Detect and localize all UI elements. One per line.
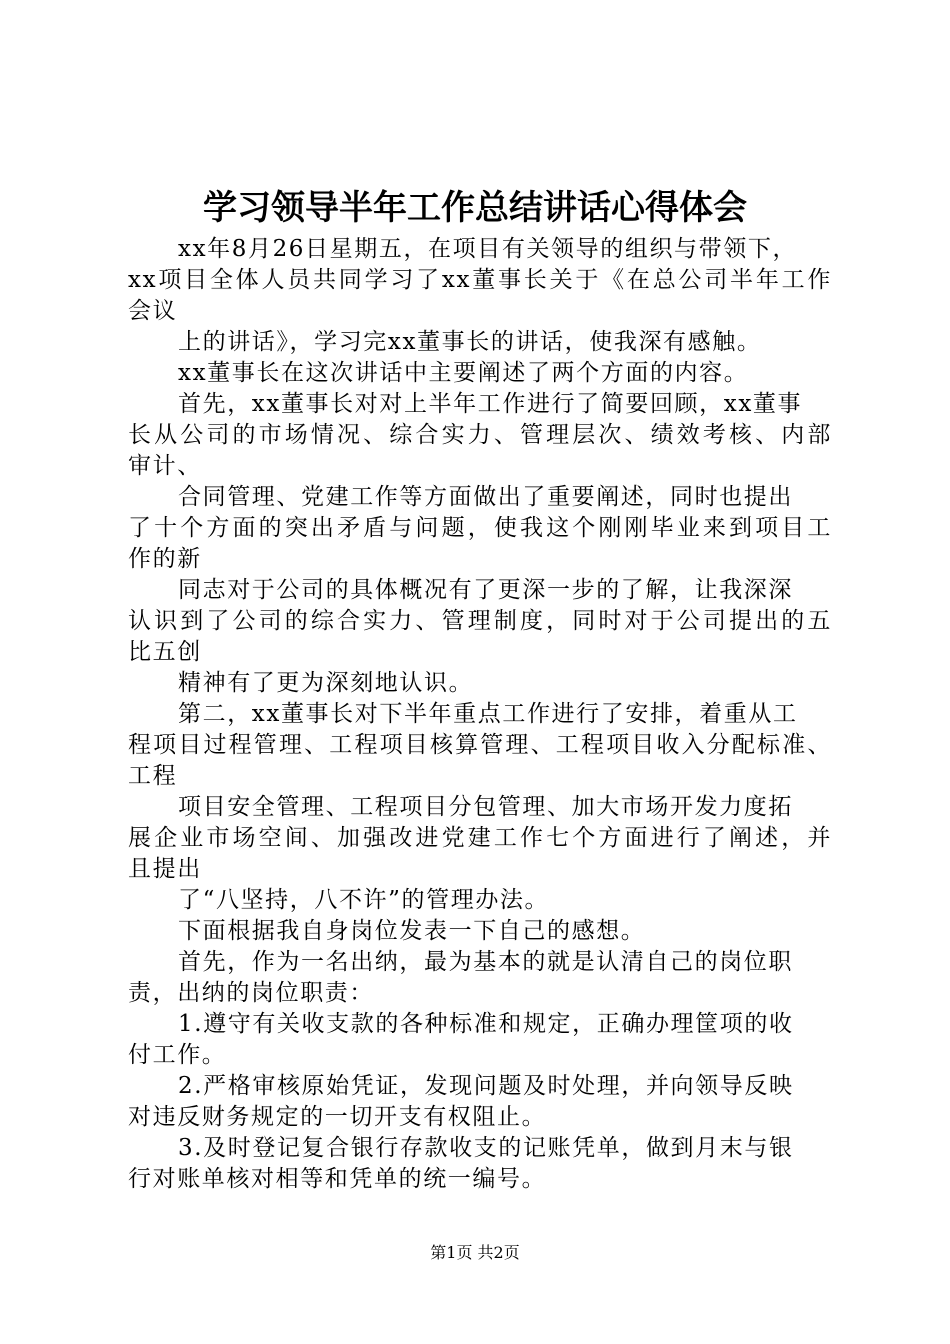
text-line: 第二，xx董事长对下半年重点工作进行了安排，着重从工 — [178, 701, 798, 727]
text-line: 3.及时登记复合银行存款收支的记账凭单，做到月末与银 — [178, 1135, 794, 1161]
text-line: xx董事长在这次讲话中主要阐述了两个方面的内容。 — [178, 360, 749, 386]
text-line: 2.严格审核原始凭证，发现问题及时处理，并向领导反映 — [178, 1073, 794, 1099]
text-line: 长从公司的市场情况、综合实力、管理层次、绩效考核、内部 — [128, 422, 832, 448]
text-line: 且提出 — [128, 856, 202, 882]
text-line: 会议 — [128, 298, 178, 324]
text-line: 首先，xx董事长对对上半年工作进行了简要回顾，xx董事 — [178, 391, 803, 417]
text-line: 首先，作为一名出纳，最为基本的就是认清自己的岗位职 — [178, 949, 793, 975]
text-line: 责，出纳的岗位职责： — [128, 980, 374, 1006]
text-line: 合同管理、党建工作等方面做出了重要阐述，同时也提出 — [178, 484, 793, 510]
text-line: 工程 — [128, 763, 178, 789]
text-line: 1.遵守有关收支款的各种标准和规定，正确办理筐项的收 — [178, 1011, 794, 1037]
document-title: 学习领导半年工作总结讲话心得体会 — [203, 188, 747, 228]
text-line: 了十个方面的突出矛盾与问题，使我这个刚刚毕业来到项目工 — [128, 515, 832, 541]
text-line: 比五创 — [128, 639, 202, 665]
text-line: 上的讲话》，学习完xx董事长的讲话，使我深有感触。 — [178, 329, 762, 355]
text-line: 付工作。 — [128, 1042, 227, 1068]
text-line: 同志对于公司的具体概况有了更深一步的了解，让我深深 — [178, 577, 793, 603]
text-line: xx项目全体人员共同学习了xx董事长关于《在总公司半年工作 — [128, 267, 832, 293]
document-body — [128, 234, 832, 1195]
text-line: 作的新 — [128, 546, 202, 572]
text-line: xx年8月26日星期五，在项目有关领导的组织与带领下， — [178, 236, 798, 262]
text-line: 项目安全管理、工程项目分包管理、加大市场开发力度拓 — [178, 794, 793, 820]
text-line: 对违反财务规定的一切开支有权阻止。 — [128, 1104, 547, 1130]
text-line: 展企业市场空间、加强改进党建工作七个方面进行了阐述，并 — [128, 825, 832, 851]
page-number-footer: 第1页 共2页 — [430, 1243, 520, 1262]
text-line: 审计、 — [128, 453, 202, 479]
text-line: 程项目过程管理、工程项目核算管理、工程项目收入分配标准、 — [128, 732, 832, 758]
text-line: 精神有了更为深刻地认识。 — [178, 670, 474, 696]
text-line: 认识到了公司的综合实力、管理制度，同时对于公司提出的五 — [128, 608, 832, 634]
text-line: 下面根据我自身岗位发表一下自己的感想。 — [178, 918, 646, 944]
text-line: 了“八坚持，八不许”的管理办法。 — [178, 887, 550, 913]
text-line: 行对账单核对相等和凭单的统一编号。 — [128, 1166, 547, 1192]
